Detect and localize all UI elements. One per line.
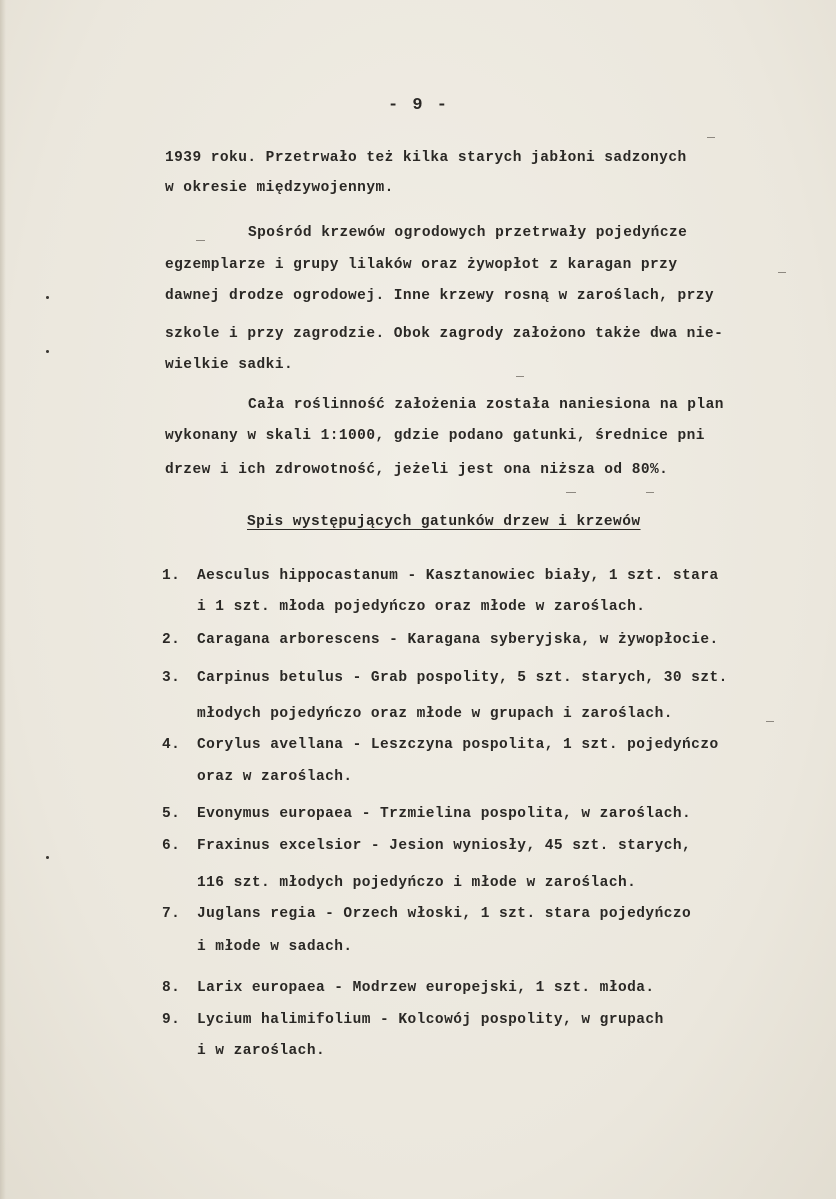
stray-mark	[566, 492, 576, 493]
species-item-line: Larix europaea - Modrzew europejski, 1 szt. młoda.	[197, 980, 655, 996]
species-item-line: Evonymus europaea - Trzmielina pospolita, w zaroślach.	[197, 806, 692, 822]
paragraph-line: wielkie sadki.	[165, 357, 294, 373]
species-item-line: Carpinus betulus - Grab pospolity, 5 szt. starych, 30 szt.	[197, 670, 728, 686]
stray-mark	[516, 376, 524, 377]
margin-dot	[46, 856, 49, 859]
paragraph-line: szkole i przy zagrodzie. Obok zagrody założono także dwa nie-	[165, 326, 724, 342]
species-item-line: 116 szt. młodych pojedyńczo i młode w zaroślach.	[197, 875, 637, 891]
paragraph-line: dawnej drodze ogrodowej. Inne krzewy rosną w zaroślach, przy	[165, 288, 715, 304]
species-item-number: 4.	[162, 737, 181, 753]
species-item-line: młodych pojedyńczo oraz młode w grupach i zaroślach.	[197, 706, 673, 722]
paragraph-line: egzemplarze i grupy lilaków oraz żywopłot z karagan przy	[165, 257, 678, 273]
species-item-number: 1.	[162, 568, 181, 584]
stray-mark	[707, 137, 715, 138]
species-item-number: 2.	[162, 632, 181, 648]
species-list-heading: Spis występujących gatunków drzew i krzewów	[247, 514, 641, 530]
species-item-line: Corylus avellana - Leszczyna pospolita, 1 szt. pojedyńczo	[197, 737, 719, 753]
species-item-number: 3.	[162, 670, 181, 686]
margin-dot	[46, 350, 49, 353]
species-item-line: Lycium halimifolium - Kolcowój pospolity, w grupach	[197, 1012, 664, 1028]
species-item-line: oraz w zaroślach.	[197, 769, 353, 785]
species-item-number: 6.	[162, 838, 181, 854]
species-item-line: Caragana arborescens - Karagana syberyjska, w żywopłocie.	[197, 632, 719, 648]
stray-mark	[778, 272, 786, 273]
species-item-line: i 1 szt. młoda pojedyńczo oraz młode w zaroślach.	[197, 599, 646, 615]
paragraph-line: Cała roślinność założenia została naniesiona na plan	[248, 397, 724, 413]
paragraph-line: drzew i ich zdrowotność, jeżeli jest ona niższa od 80%.	[165, 462, 669, 478]
margin-dot	[46, 296, 49, 299]
paragraph-line: Spośród krzewów ogrodowych przetrwały pojedyńcze	[248, 225, 688, 241]
paragraph-line: wykonany w skali 1:1000, gdzie podano gatunki, średnice pni	[165, 428, 705, 444]
species-item-line: Juglans regia - Orzech włoski, 1 szt. stara pojedyńczo	[197, 906, 692, 922]
page-edge-shadow	[0, 0, 6, 1199]
species-item-number: 7.	[162, 906, 181, 922]
species-item-number: 5.	[162, 806, 181, 822]
species-item-number: 9.	[162, 1012, 181, 1028]
stray-mark	[196, 240, 205, 241]
stray-mark	[766, 721, 774, 722]
species-item-line: i młode w sadach.	[197, 939, 353, 955]
species-item-number: 8.	[162, 980, 181, 996]
species-item-line: Aesculus hippocastanum - Kasztanowiec biały, 1 szt. stara	[197, 568, 719, 584]
paragraph-line: 1939 roku. Przetrwało też kilka starych jabłoni sadzonych	[165, 150, 687, 166]
species-item-line: Fraxinus excelsior - Jesion wyniosły, 45 szt. starych,	[197, 838, 692, 854]
paragraph-line: w okresie międzywojennym.	[165, 180, 394, 196]
stray-mark	[646, 492, 654, 493]
species-item-line: i w zaroślach.	[197, 1043, 326, 1059]
page-number: - 9 -	[388, 96, 450, 115]
